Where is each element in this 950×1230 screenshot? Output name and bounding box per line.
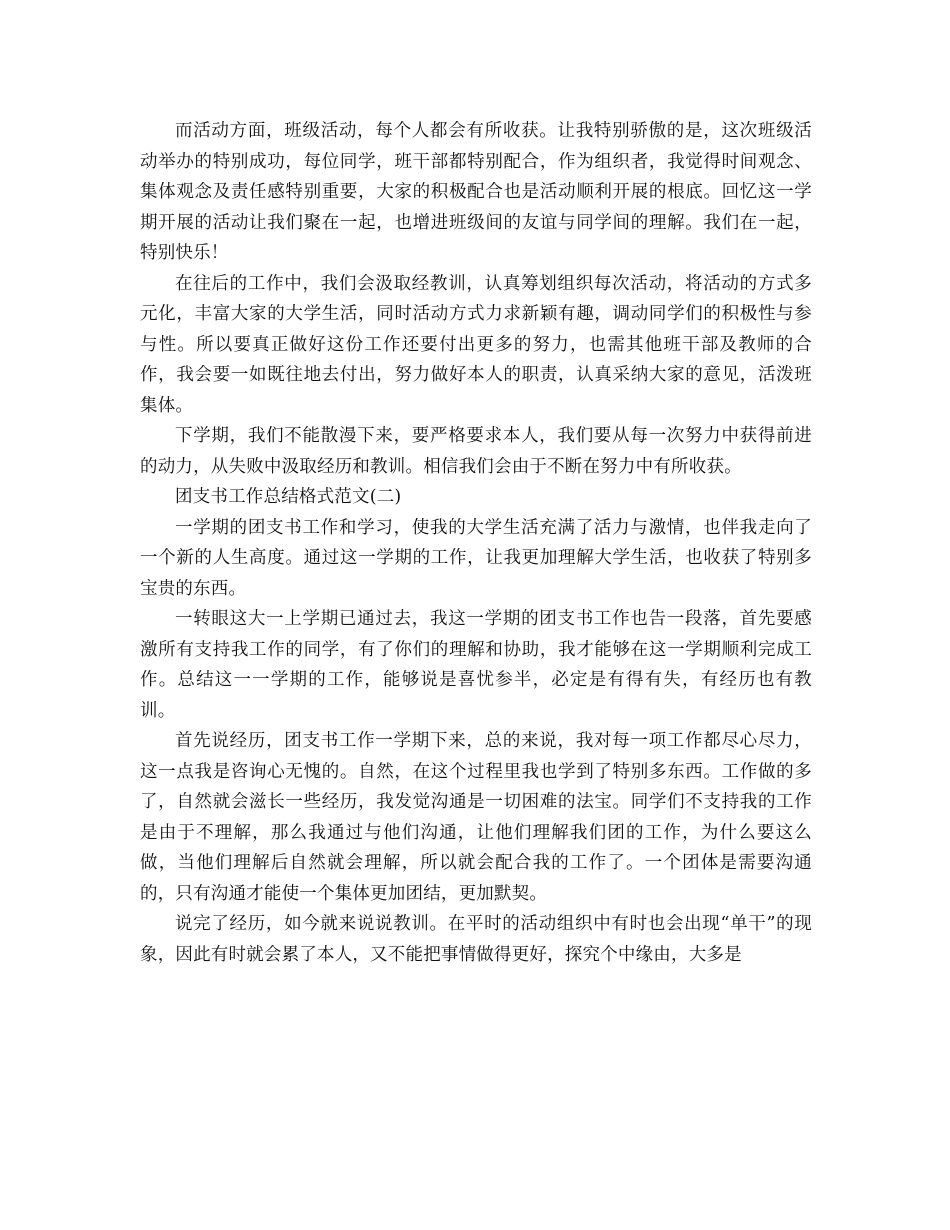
section-heading: 团支书工作总结格式范文(二) <box>175 487 402 507</box>
paragraph-future-work: 在往后的工作中，我们会汲取经教训，认真筹划组织每次活动，将活动的方式多元化，丰富大家的大学生活，同时活动方式力求新颖有趣，调动同学们的积极性与参与性。所以要真正做好这份工作还要付出更多的努力，也需其他班干部及教师的合作，我会要一如既往地去付出，努力做好本人的职责，认真采纳大家的意见，活泼班集体。 <box>140 273 812 416</box>
paragraph-next-term: 下学期，我们不能散漫下来，要严格要求本人，我们要从每一次努力中获得前进的动力，从失败中汲取经历和教训。相信我们会由于不断在努力中有所收获。 <box>140 426 812 477</box>
paragraph-intro: 一学期的团支书工作和学习，使我的大学生活充满了活力与激情，也伴我走向了一个新的人生高度。通过这一学期的工作，让我更加理解大学生活，也收获了特别多宝贵的东西。 <box>140 517 812 599</box>
paragraph-activities: 而活动方面，班级活动，每个人都会有所收获。让我特别骄傲的是，这次班级活动举办的特别成功，每位同学，班干部都特别配合，作为组织者，我觉得时间观念、集体观念及责任感特别重要，大家的积极配合也是活动顺利开展的根底。回忆这一学期开展的活动让我们聚在一起，也增进班级间的友谊与同学间的理解。我们在一起，特别快乐！ <box>140 121 812 263</box>
paragraph-lessons: 说完了经历，如今就来说说教训。在平时的活动组织中有时也会出现“单干”的现象，因此有时就会累了本人，又不能把事情做得更好，探究个中缘由，大多是 <box>140 914 812 965</box>
paragraph-semester-end: 一转眼这大一上学期已通过去，我这一学期的团支书工作也告一段落，首先要感激所有支持我工作的同学，有了你们的理解和协助，我才能够在这一学期顺利完成工作。总结这一一学期的工作，能够说是喜忧参半，必定是有得有失，有经历也有教训。 <box>140 609 812 721</box>
paragraph-experience: 首先说经历，团支书工作一学期下来，总的来说，我对每一项工作都尽心尽力，这一点我是咨询心无愧的。自然，在这个过程里我也学到了特别多东西。工作做的多了，自然就会滋长一些经历，我发觉沟通是一切困难的法宝。同学们不支持我的工作是由于不理解，那么我通过与他们沟通，让他们理解我们团的工作，为什么要这么做，当他们理解后自然就会理解，所以就会配合我的工作了。一个团体是需要沟通的，只有沟通才能使一个集体更加团结，更加默契。 <box>140 731 812 904</box>
document-page <box>140 116 812 970</box>
